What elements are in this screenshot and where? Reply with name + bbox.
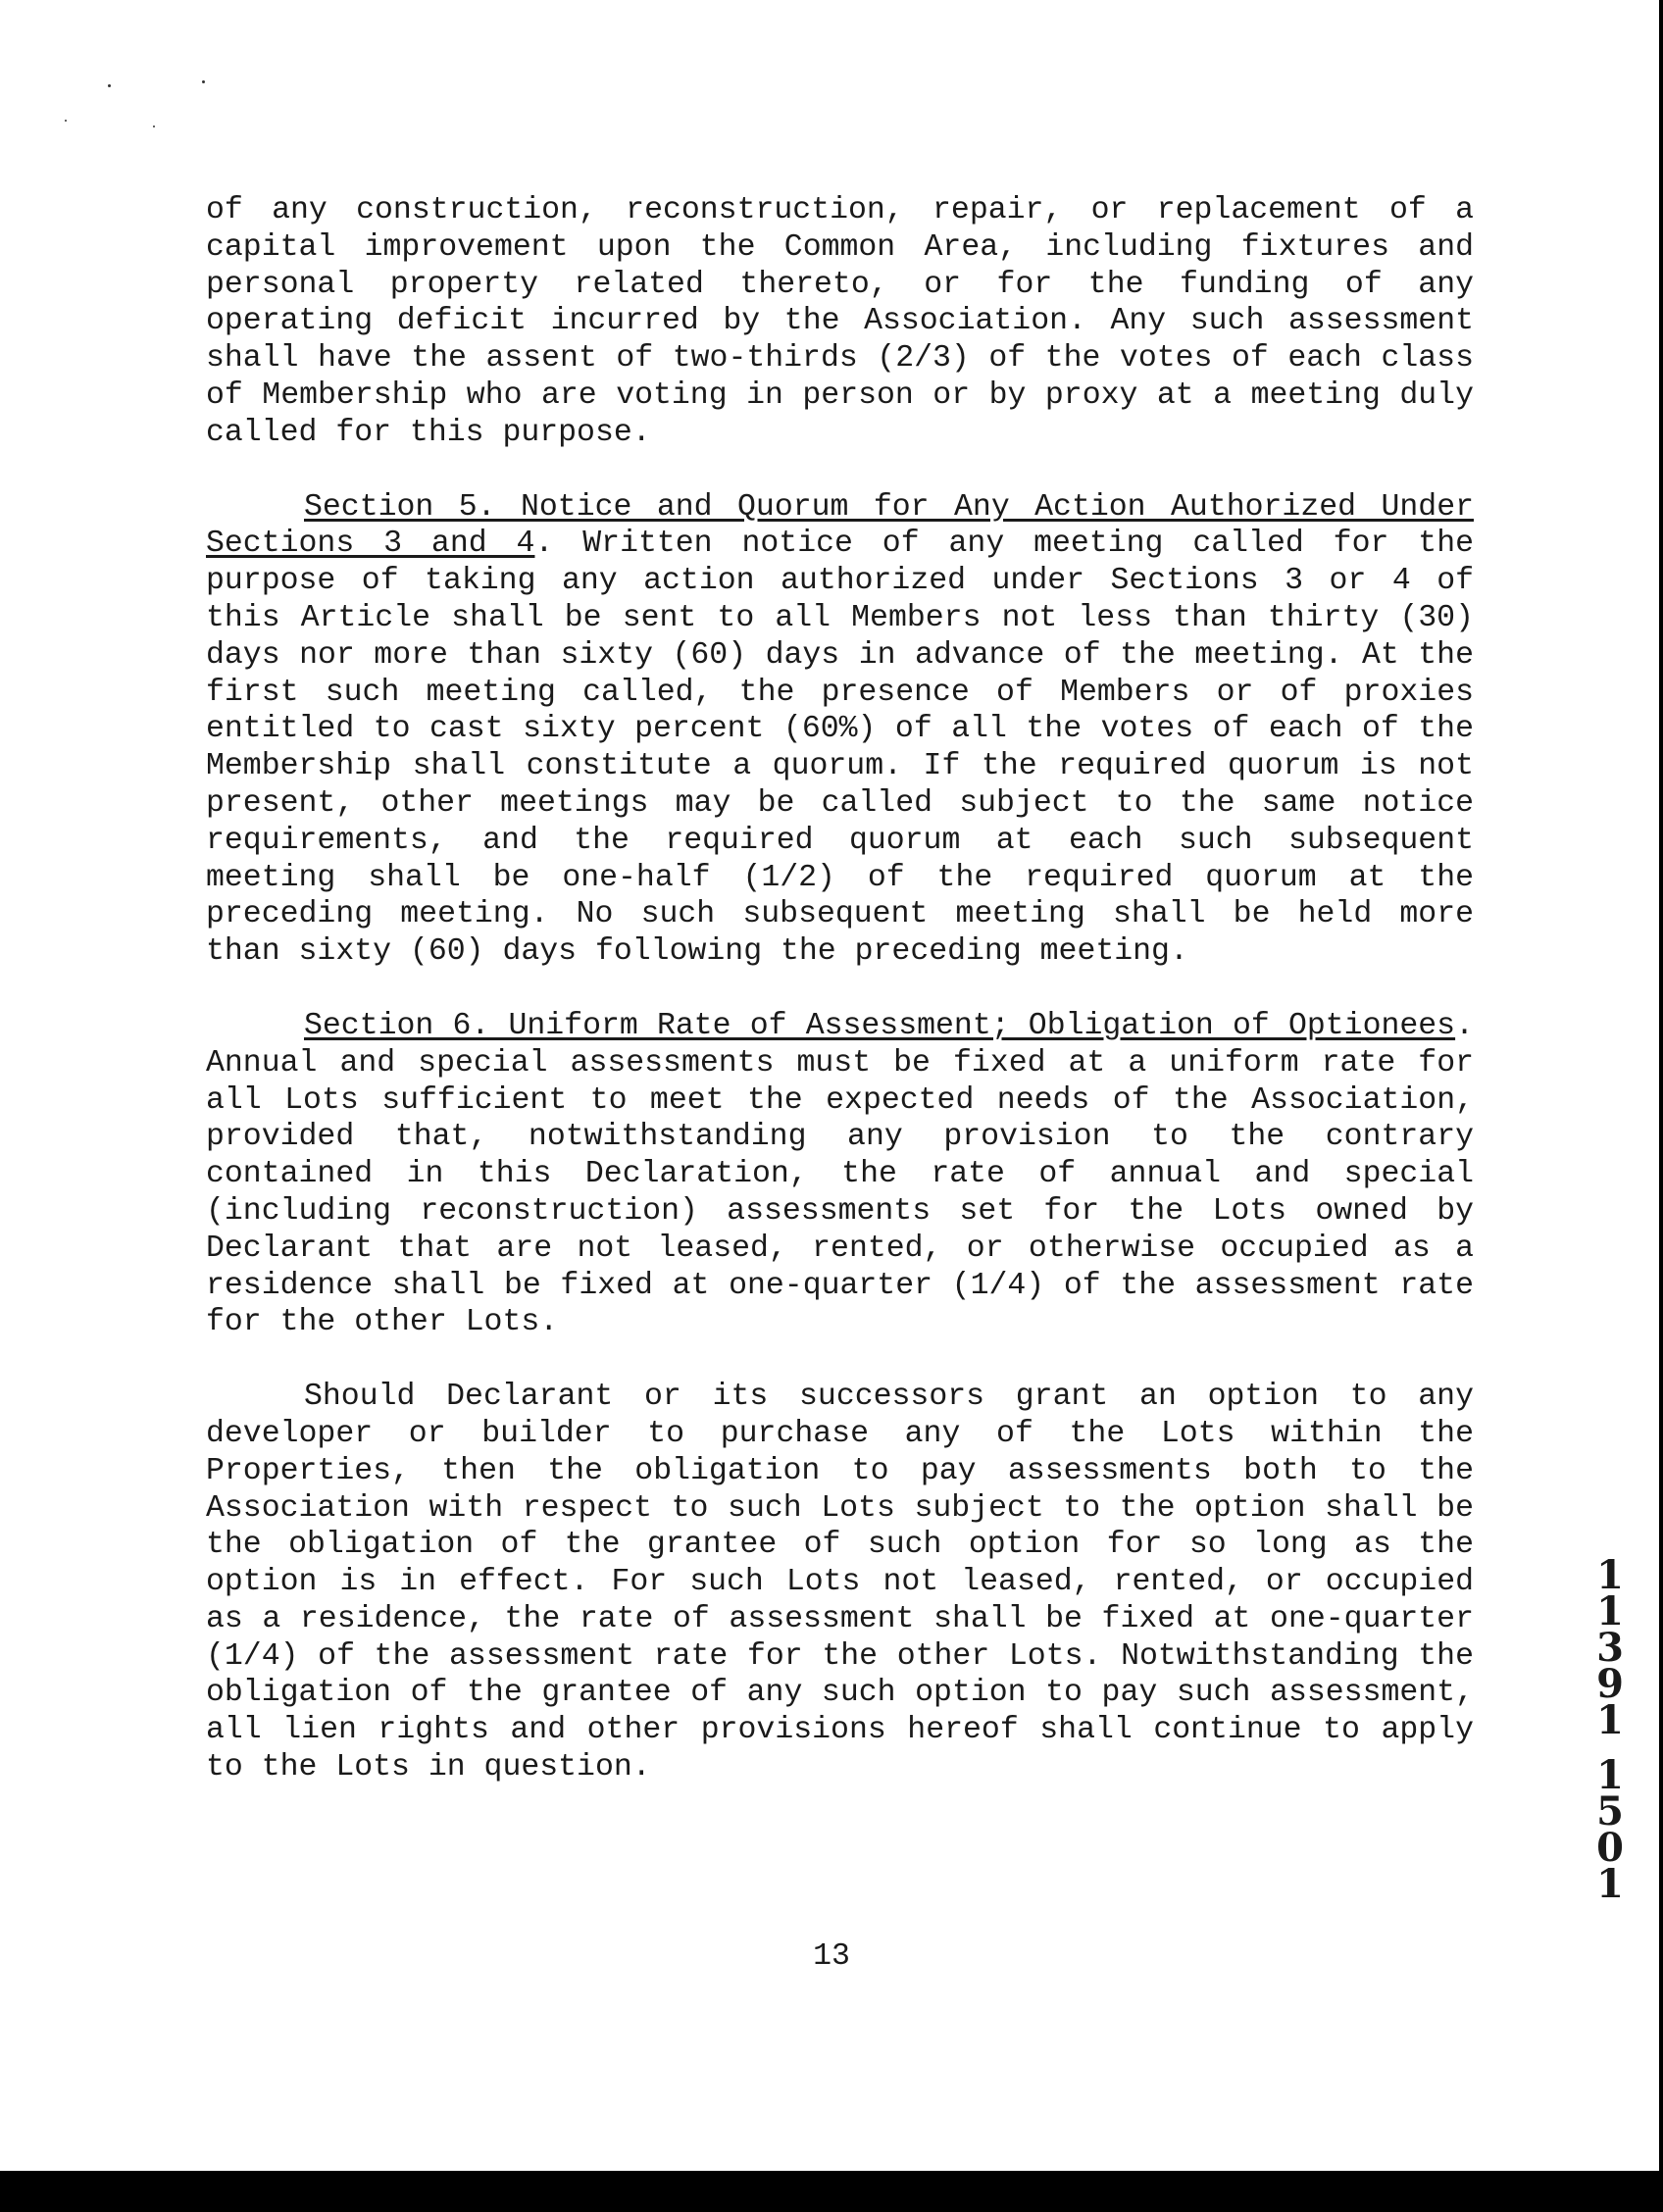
page-number: 13 [813,1939,850,1974]
stamp-digit: 1 [1596,1752,1624,1798]
stamp-digit: 1 [1596,1588,1624,1634]
paragraph-continuation [206,192,1474,452]
stamp-digit: 1 [1596,1861,1624,1907]
stamp-digit: 0 [1596,1825,1624,1871]
paragraph-text: . Written notice of any meeting called for the purpose of taking any action authorized under Sections 3 or 4 of this Article shall be sent to all Members not less than thirty (30) days nor more than sixty (60) days in advance of the meeting. At the first such meeting called, the presence of Members or of proxies entitled to cast sixty percent (60%) of all the votes of each of the Membership shall constitute a quorum. If the required quorum is not present, other meetings may be called subject to the same notice requirements, and the required quorum at each such subsequent meeting shall be one-half (1/2) of the required quorum at the preceding meeting. No such subsequent meeting shall be held more than sixty (60) days following the preceding meeting. [206,527,1474,970]
margin-stamp-lower [1590,1752,1630,1907]
document-body [206,192,1474,1786]
paragraph-optionees [206,1379,1474,1786]
stamp-digit: 1 [1596,1552,1624,1598]
paragraph-section-5 [206,489,1474,971]
scan-speck [153,126,155,127]
scan-speck [108,84,111,87]
scan-speck [202,80,205,83]
margin-stamp-upper [1590,1552,1630,1743]
stamp-digit: 3 [1596,1625,1624,1671]
scan-border-right [1659,0,1663,2212]
scan-speck [65,120,67,122]
paragraph-text: . Annual and special assessments must be fixed at a uniform rate for all Lots sufficient to meet the expected needs of the Association, provided that, notwithstanding any provision to the contrary contained in this Declaration, the rate of annual and special (including reconstruction) assessments set for the Lots owned by Declarant that are not leased, rented, or otherwise occupied as a residence shall be fixed at one-quarter (1/4) of the assessment rate for the other Lots. [206,1008,1474,1340]
paragraph-text: of any construction, reconstruction, repair, or replacement of a capital improvement upon the Common Area, including fixtures and personal property related thereto, or for the funding of any operating deficit incurred by the Association. Any such assessment shall have the assent of two-thirds (2/3) of the votes of each class of Membership who are voting in person or by proxy at a meeting duly called for this purpose. [206,193,1474,450]
paragraph-text: Should Declarant or its successors grant an option to any developer or builder to purchase any of the Lots within the Properties, then the obligation to pay assessments both to the Association with respect to such Lots subject to the option shall be the obligation of the grantee of such option for so long as the option is in effect. For such Lots not leased, rented, or occupied as a residence, the rate of assessment shall be fixed at one-quarter (1/4) of the assessment rate for the other Lots. Notwithstanding the obligation of the grantee of any such option to pay such assessment, all lien rights and other provisions hereof shall continue to apply to the Lots in question. [206,1380,1474,1785]
section-5-heading: Section 5. Notice and Quorum for Any Action Authorized Under Sections 3 and 4 [206,489,1474,562]
stamp-digit: 1 [1596,1697,1624,1743]
stamp-digit: 9 [1596,1661,1624,1707]
scan-border-bottom [0,2171,1663,2212]
paragraph-section-6 [206,1008,1474,1341]
stamp-digit: 5 [1596,1788,1624,1835]
section-6-heading: Section 6. Uniform Rate of Assessment; Obligation of Optionees [304,1008,1456,1043]
